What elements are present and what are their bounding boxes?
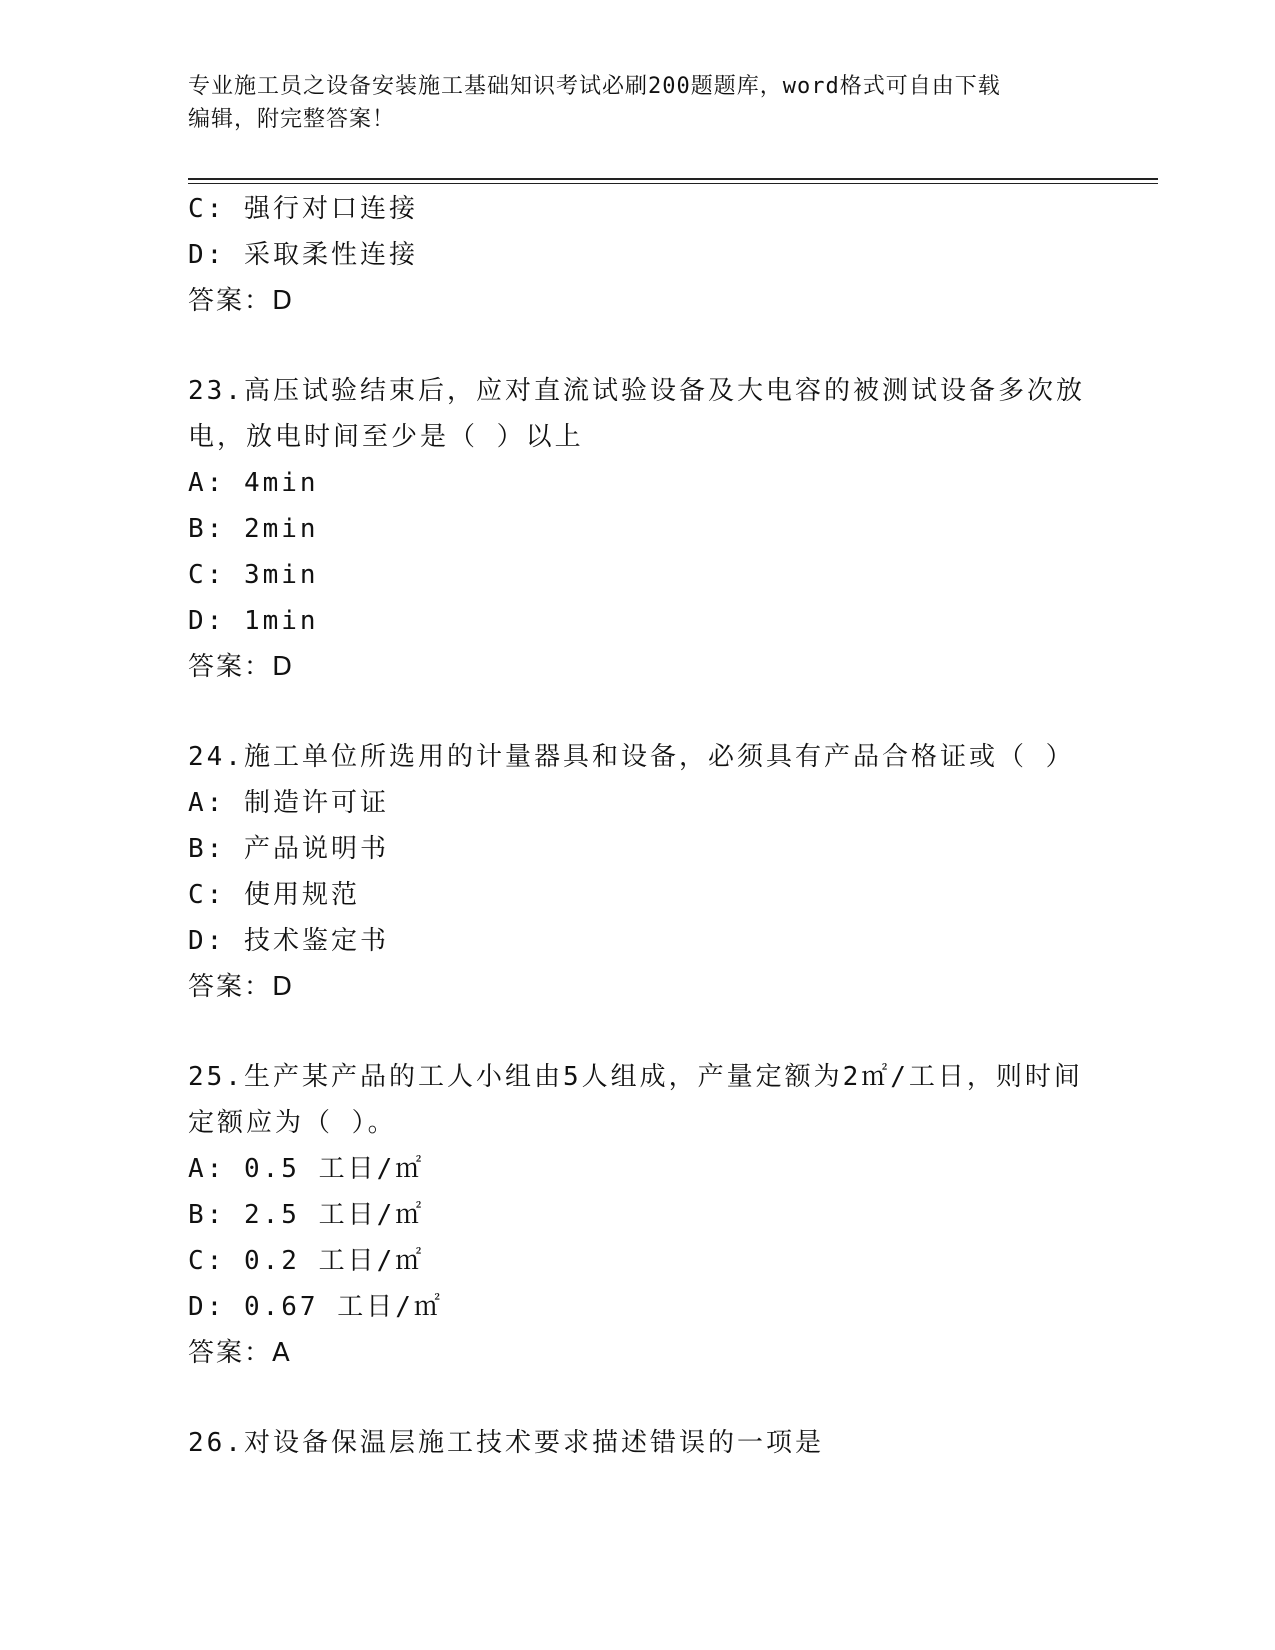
option-c: C: 强行对口连接	[188, 194, 418, 224]
question-23	[188, 368, 1088, 690]
answer-line: 答案：D	[188, 972, 295, 1002]
option-c: C: 3min	[188, 560, 319, 590]
document-header	[188, 70, 1088, 136]
option-a: A: 制造许可证	[188, 788, 389, 818]
option-a: A: 4min	[188, 468, 319, 498]
question-text-continued: 定额应为（ ）。	[188, 1108, 397, 1138]
option-c: C: 使用规范	[188, 880, 360, 910]
option-d: D: 0.67 工日/㎡	[188, 1292, 443, 1322]
option-d: D: 采取柔性连接	[188, 240, 418, 270]
option-c: C: 0.2 工日/㎡	[188, 1246, 425, 1276]
option-b: B: 2.5 工日/㎡	[188, 1200, 425, 1230]
header-divider-thick	[188, 178, 1158, 180]
question-text: 24.施工单位所选用的计量器具和设备，必须具有产品合格证或（ ）	[188, 742, 1075, 772]
answer-line: 答案：D	[188, 286, 295, 316]
question-text: 26.对设备保温层施工技术要求描述错误的一项是	[188, 1428, 824, 1458]
question-text: 25.生产某产品的工人小组由5人组成，产量定额为2㎡/工日，则时间	[188, 1062, 1083, 1092]
option-b: B: 产品说明书	[188, 834, 389, 864]
question-22-tail	[188, 186, 1088, 324]
question-24	[188, 734, 1088, 1010]
option-b: B: 2min	[188, 514, 319, 544]
question-26	[188, 1420, 1088, 1466]
question-text-continued: 电，放电时间至少是（ ）以上	[188, 422, 584, 452]
answer-line: 答案：D	[188, 652, 295, 682]
question-text: 23.高压试验结束后，应对直流试验设备及大电容的被测试设备多次放	[188, 376, 1085, 406]
option-d: D: 1min	[188, 606, 319, 636]
question-list	[188, 186, 1088, 1466]
option-d: D: 技术鉴定书	[188, 926, 389, 956]
header-title-line-1: 专业施工员之设备安装施工基础知识考试必刷200题题库，word格式可自由下载	[188, 74, 1001, 99]
answer-line: 答案：A	[188, 1338, 292, 1368]
option-a: A: 0.5 工日/㎡	[188, 1154, 425, 1184]
header-divider-thin	[188, 183, 1158, 184]
question-25	[188, 1054, 1088, 1376]
header-title-line-2: 编辑，附完整答案！	[188, 107, 396, 132]
